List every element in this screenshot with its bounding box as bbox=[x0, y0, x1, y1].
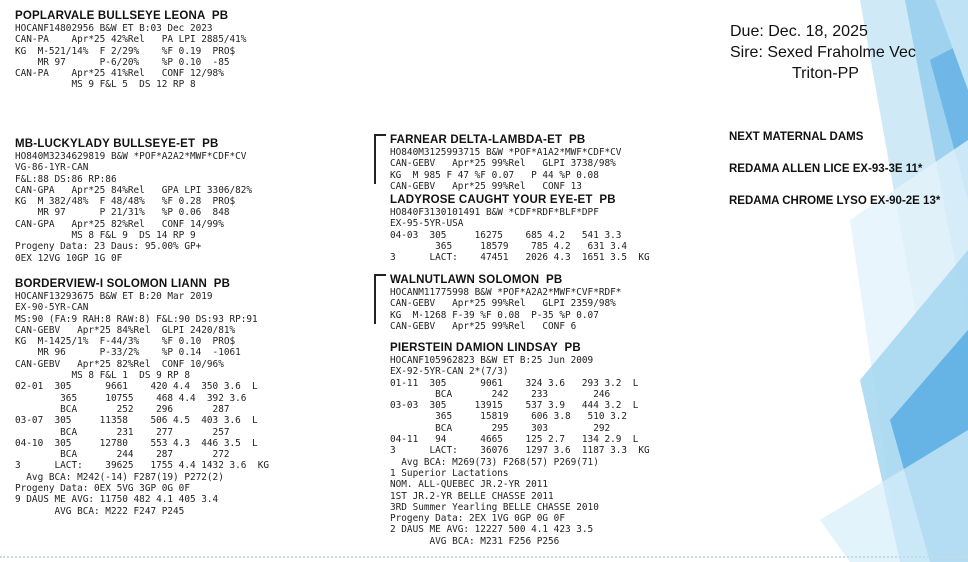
detail-line: CAN-GPA Apr*25 84%Rel GPA LPI 3306/82% bbox=[15, 184, 253, 196]
maternal-dams-heading: NEXT MATERNAL DAMS bbox=[729, 131, 864, 143]
detail-line: KG M-521/14% F 2/29% %F 0.19 PRO$ bbox=[15, 45, 236, 57]
sire-label: Sire: Sexed Fraholme Vec bbox=[730, 44, 916, 61]
detail-line: 04-11 94 4665 125 2.7 134 2.9 L bbox=[390, 434, 639, 446]
detail-line: EX-90-5YR-CAN bbox=[15, 302, 89, 314]
detail-line: Avg BCA: M269(73) F268(57) P269(71) bbox=[390, 456, 599, 468]
dam-block-liann bbox=[15, 278, 269, 517]
detail-line: 3 LACT: 47451 2026 4.3 1651 3.5 KG bbox=[390, 252, 650, 264]
detail-line: CAN-GEBV Apr*25 99%Rel CONF 13 bbox=[390, 180, 582, 192]
detail-line: EX-92-5YR-CAN 2*(7/3) bbox=[390, 366, 509, 378]
detail-line: 02-01 305 9661 420 4.4 350 3.6 L bbox=[15, 381, 258, 393]
detail-line: MR 97 P 21/31% %P 0.06 848 bbox=[15, 207, 230, 219]
detail-line: 1 Superior Lactations bbox=[390, 467, 509, 479]
animal-name: MB-LUCKYLADY BULLSEYE-ET PB bbox=[15, 138, 219, 150]
detail-line: BCA 244 287 272 bbox=[15, 449, 230, 461]
pedigree-bracket bbox=[374, 274, 386, 324]
detail-line: 03-03 305 13915 537 3.9 444 3.2 L bbox=[390, 400, 639, 412]
detail-line: HOCANF105962823 B&W ET B:25 Jun 2009 bbox=[390, 355, 594, 366]
detail-line: HO840M3234629819 B&W *POF*A2A2*MWF*CDF*CV bbox=[15, 151, 247, 162]
detail-line: 9 DAUS ME AVG: 11750 482 4.1 405 3.4 bbox=[15, 494, 219, 506]
detail-line: 3 LACT: 39625 1755 4.4 1432 3.6 KG bbox=[15, 460, 269, 472]
detail-line: 365 18579 785 4.2 631 3.4 bbox=[390, 240, 628, 252]
detail-line: BCA 252 296 287 bbox=[15, 403, 230, 415]
pedigree-bracket bbox=[374, 134, 386, 184]
detail-line: MR 96 P-33/2% %P 0.14 -1061 bbox=[15, 347, 241, 359]
detail-line: BCA 295 303 292 bbox=[390, 422, 611, 434]
bottom-divider bbox=[0, 556, 968, 560]
animal-name: FARNEAR DELTA-LAMBDA-ET PB bbox=[390, 134, 586, 146]
detail-line: KG M 382/48% F 48/48% %F 0.28 PRO$ bbox=[15, 196, 236, 208]
maternal-dam-2: REDAMA CHROME LYSO EX-90-2E 13* bbox=[729, 195, 941, 207]
detail-line: CAN-GEBV Apr*25 99%Rel GLPI 3738/98% bbox=[390, 158, 616, 170]
detail-line: CAN-GEBV Apr*25 99%Rel CONF 6 bbox=[390, 320, 577, 332]
detail-line: 365 15819 606 3.8 510 3.2 bbox=[390, 411, 628, 423]
detail-line: Progeny Data: 0EX 5VG 3GP 0G 0F bbox=[15, 483, 190, 495]
detail-line: KG M-1268 F-39 %F 0.08 P-35 %P 0.07 bbox=[390, 309, 599, 321]
detail-line: AVG BCA: M222 F247 P245 bbox=[15, 505, 185, 517]
detail-line: KG M 985 F 47 %F 0.07 P 44 %P 0.08 bbox=[390, 169, 599, 181]
detail-line: 3 LACT: 36076 1297 3.6 1187 3.3 KG bbox=[390, 445, 650, 457]
detail-line: MR 97 P-6/20% %P 0.10 -85 bbox=[15, 56, 230, 68]
detail-line: VG-86-1YR-CAN bbox=[15, 162, 89, 174]
detail-line: CAN-GPA Apr*25 82%Rel CONF 14/99% bbox=[15, 218, 224, 230]
detail-line: 2 DAUS ME AVG: 12227 500 4.1 423 3.5 bbox=[390, 524, 594, 536]
dam-block-caught-your-eye bbox=[390, 194, 650, 263]
animal-name: LADYROSE CAUGHT YOUR EYE-ET PB bbox=[390, 194, 616, 206]
detail-line: BCA 242 233 246 bbox=[390, 388, 611, 400]
detail-line: 3RD Summer Yearling BELLE CHASSE 2010 bbox=[390, 501, 599, 513]
detail-line: NOM. ALL-QUEBEC JR.2-YR 2011 bbox=[390, 479, 549, 491]
detail-line: CAN-GEBV Apr*25 82%Rel CONF 10/96% bbox=[15, 358, 224, 370]
detail-line: CAN-PA Apr*25 42%Rel PA LPI 2885/41% bbox=[15, 34, 247, 46]
detail-line: 01-11 305 9061 324 3.6 293 3.2 L bbox=[390, 377, 639, 389]
sire-name-cont: Triton-PP bbox=[792, 65, 859, 82]
sire-block-solomon bbox=[390, 274, 621, 332]
detail-line: HOCANM11775998 B&W *POF*A2A2*MWF*CVF*RDF* bbox=[390, 287, 622, 298]
due-date: Due: Dec. 18, 2025 bbox=[730, 23, 868, 40]
sire-block-delta-lambda bbox=[390, 134, 621, 192]
detail-line: Avg BCA: M242(-14) F287(19) P272(2) bbox=[15, 471, 224, 483]
detail-line: MS:90 (FA:9 RAH:8 RAW:8) F&L:90 DS:93 RP:91 bbox=[15, 313, 258, 325]
dam-block-lindsay bbox=[390, 342, 650, 547]
detail-line: EX-95-5YR-USA bbox=[390, 218, 464, 230]
detail-line: 1ST JR.2-YR BELLE CHASSE 2011 bbox=[390, 490, 554, 502]
animal-name: PIERSTEIN DAMION LINDSAY PB bbox=[390, 342, 581, 354]
detail-line: HOCANF14802956 B&W ET B:03 Dec 2023 bbox=[15, 23, 213, 34]
detail-line: 04-03 305 16275 685 4.2 541 3.3 bbox=[390, 229, 622, 241]
detail-line: BCA 231 277 257 bbox=[15, 426, 230, 438]
detail-line: MS 9 F&L 5 DS 12 RP 8 bbox=[15, 79, 196, 91]
detail-line: MS 8 F&L 9 DS 14 RP 9 bbox=[15, 230, 196, 242]
dam-block-luckylady bbox=[15, 138, 252, 264]
animal-name: POPLARVALE BULLSEYE LEONA PB bbox=[15, 10, 229, 22]
detail-line: HOCANF13293675 B&W ET B:20 Mar 2019 bbox=[15, 291, 213, 302]
detail-line: AVG BCA: M231 F256 P256 bbox=[390, 535, 560, 547]
maternal-dam-1: REDAMA ALLEN LICE EX-93-3E 11* bbox=[729, 163, 923, 175]
detail-line: Progeny Data: 2EX 1VG 0GP 0G 0F bbox=[390, 513, 565, 525]
detail-line: F&L:88 DS:86 RP:86 bbox=[15, 173, 117, 185]
detail-line: HO840F3130101491 B&W *CDF*RDF*BLF*DPF bbox=[390, 207, 599, 218]
detail-line: 03-07 305 11358 506 4.5 403 3.6 L bbox=[15, 415, 258, 427]
detail-line: CAN-GEBV Apr*25 99%Rel GLPI 2359/98% bbox=[390, 298, 616, 310]
detail-line: Progeny Data: 23 Daus: 95.00% GP+ bbox=[15, 241, 202, 253]
detail-line: 365 10755 468 4.4 392 3.6 bbox=[15, 392, 247, 404]
detail-line: KG M-1425/1% F-44/3% %F 0.10 PRO$ bbox=[15, 336, 236, 348]
animal-name: WALNUTLAWN SOLOMON PB bbox=[390, 274, 563, 286]
detail-line: CAN-PA Apr*25 41%Rel CONF 12/98% bbox=[15, 68, 224, 80]
detail-line: 04-10 305 12780 553 4.3 446 3.5 L bbox=[15, 437, 258, 449]
dam-block-leona bbox=[15, 10, 246, 91]
detail-line: HO840M3125993715 B&W *POF*A1A2*MWF*CDF*CV bbox=[390, 147, 622, 158]
detail-line: MS 8 F&L 1 DS 9 RP 8 bbox=[15, 370, 190, 382]
detail-line: 0EX 12VG 10GP 1G 0F bbox=[15, 252, 123, 264]
detail-line: CAN-GEBV Apr*25 84%Rel GLPI 2420/81% bbox=[15, 324, 236, 336]
animal-name: BORDERVIEW-I SOLOMON LIANN PB bbox=[15, 278, 231, 290]
